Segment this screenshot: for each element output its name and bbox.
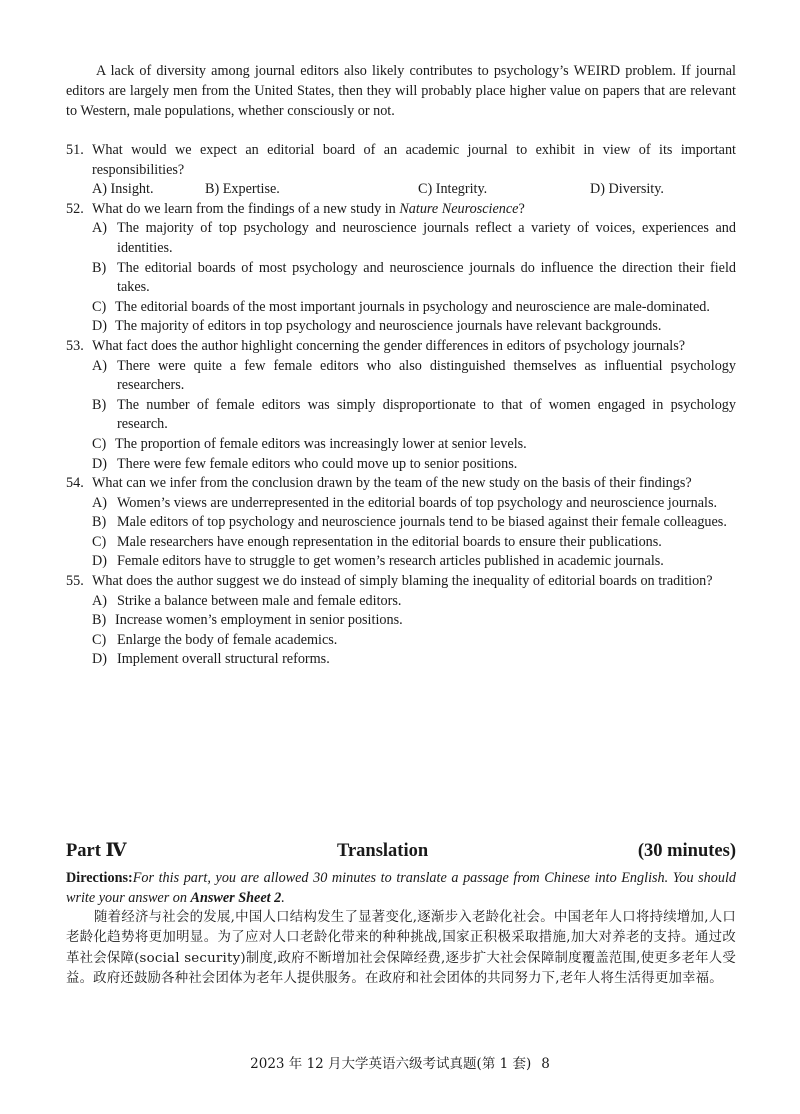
option-text: Implement overall structural reforms. [117, 651, 330, 668]
option-text: The editorial boards of the most important journals in psychology and neuroscience are male-dominated. [115, 298, 710, 315]
option-letter: A) [92, 592, 107, 609]
question-text: What would we expect an editorial board of an academic journal to exhibit in view of its important responsibilities? [92, 142, 736, 178]
option-text: The majority of top psychology and neuroscience journals reflect a variety of voices, experiences and identities. [117, 220, 736, 256]
directions [66, 869, 736, 908]
option-text: Diversity. [608, 181, 664, 198]
option-letter: D) [590, 181, 605, 198]
option-letter: C) [92, 533, 107, 550]
question-stem [66, 141, 736, 180]
reading-passage-excerpt [66, 61, 736, 121]
question-number: 53. [66, 337, 84, 354]
option-letter: C) [92, 298, 107, 315]
question-stem [66, 200, 736, 220]
answer-sheet-ref: Answer Sheet 2 [190, 889, 282, 906]
option-letter: D) [92, 651, 107, 668]
option-text: Enlarge the body of female academics. [117, 631, 338, 648]
option-text: Strike a balance between male and female editors. [117, 592, 402, 609]
option-text: The proportion of female editors was increasingly lower at senior levels. [115, 435, 527, 452]
option-letter: B) [92, 259, 107, 276]
option-c[interactable] [66, 533, 736, 553]
option-a[interactable] [92, 180, 205, 200]
option-b[interactable] [66, 513, 736, 533]
option-letter: D) [92, 553, 107, 570]
question-55 [66, 572, 736, 670]
option-d[interactable] [66, 317, 736, 337]
option-text: The number of female editors was simply disproportionate to that of women engaged in psychology research. [117, 396, 736, 433]
question-number: 55. [66, 573, 84, 590]
option-d[interactable] [590, 180, 664, 200]
option-b[interactable] [66, 259, 736, 298]
option-text: There were quite a few female editors who also distinguished themselves as influential psychology researchers. [117, 357, 736, 394]
passage-paragraph: A lack of diversity among journal editors also likely contributes to psychology’s WEIRD problem. If journal editors are largely men from the United States, then they will probably place higher value on papers that are relevant to Western, male populations, whether consciously or not. [66, 63, 736, 119]
option-a[interactable] [66, 219, 736, 258]
option-text: Increase women’s employment in senior positions. [115, 612, 403, 629]
option-letter: D) [92, 455, 107, 472]
question-number: 54. [66, 475, 84, 492]
option-text: Insight. [110, 181, 154, 198]
question-text-end: ? [518, 200, 525, 217]
question-54 [66, 474, 736, 572]
part-time: (30 minutes) [637, 841, 736, 861]
directions-end: . [281, 889, 285, 906]
option-a[interactable] [66, 592, 736, 612]
option-text: Male editors of top psychology and neuroscience journals tend to be biased against their female colleagues. [117, 514, 727, 531]
page-footer [0, 1052, 800, 1072]
option-letter: C) [418, 181, 433, 198]
option-b[interactable] [66, 396, 736, 435]
page-number: 8 [541, 1056, 550, 1072]
option-letter: B) [205, 181, 220, 198]
part-label: Part Ⅳ [66, 841, 127, 861]
option-text: There were few female editors who could move up to senior positions. [117, 455, 518, 472]
directions-text: For this part, you are allowed 30 minutes to translate a passage from Chinese into English. You should write your answer on [66, 870, 736, 906]
option-c[interactable] [66, 435, 736, 455]
translation-passage [66, 908, 736, 990]
option-text: Integrity. [435, 181, 488, 198]
option-text: Expertise. [222, 181, 280, 198]
option-text: The majority of editors in top psychology and neuroscience journals have relevant backgrounds. [115, 318, 662, 335]
option-c[interactable] [66, 631, 736, 651]
question-number: 51. [66, 142, 84, 158]
option-letter: B) [92, 396, 107, 413]
question-number: 52. [66, 200, 84, 217]
part-title: Translation [337, 841, 429, 861]
option-row [66, 180, 736, 200]
option-a[interactable] [66, 494, 736, 514]
question-list [66, 141, 736, 670]
question-stem [66, 572, 736, 592]
option-letter: C) [92, 435, 107, 452]
journal-title: Nature Neuroscience [399, 200, 519, 217]
part-heading [66, 838, 736, 864]
option-c[interactable] [66, 298, 736, 318]
option-b[interactable] [205, 180, 418, 200]
option-letter: B) [92, 514, 107, 531]
question-text: What does the author suggest we do instead of simply blaming the inequality of editorial boards on tradition? [92, 573, 713, 590]
option-a[interactable] [66, 357, 736, 396]
option-letter: A) [92, 181, 107, 198]
option-text: Women’s views are underrepresented in the editorial boards of top psychology and neuroscience journals. [117, 494, 718, 511]
option-letter: A) [92, 494, 107, 511]
option-d[interactable] [66, 455, 736, 475]
question-51 [66, 141, 736, 200]
option-d[interactable] [66, 552, 736, 572]
question-text: What fact does the author highlight concerning the gender differences in editors of psychology journals? [92, 337, 686, 354]
option-text: Male researchers have enough representation in the editorial boards to ensure their publications. [117, 533, 662, 550]
option-letter: D) [92, 318, 107, 335]
question-text: What do we learn from the findings of a new study in [92, 200, 400, 217]
question-52 [66, 200, 736, 337]
option-letter: C) [92, 631, 107, 648]
question-stem [66, 337, 736, 357]
footer-title: 2023 年 12 月大学英语六级考试真题(第 1 套) [250, 1056, 532, 1072]
option-d[interactable] [66, 650, 736, 670]
option-letter: B) [92, 612, 107, 629]
option-letter: A) [92, 220, 107, 237]
question-stem [66, 474, 736, 494]
question-53 [66, 337, 736, 474]
option-text: The editorial boards of most psychology and neuroscience journals do influence the direction their field takes. [117, 259, 736, 296]
option-text: Female editors have to struggle to get women’s research articles published in academic journals. [117, 553, 664, 570]
chinese-paragraph: 随着经济与社会的发展,中国人口结构发生了显著变化,逐渐步入老龄化社会。中国老年人口将持续增加,人口老龄化趋势将更加明显。为了应对人口老龄化带来的种种挑战,国家正积极采取措施,加大对养老的支持。通过改革社会保障(social security)制度,政府不断增加社会保障经费,逐步扩大社会保障制度覆盖范围,使更多老年人受益。政府还鼓励各种社会团体为老年人提供服务。在政府和社会团体的共同努力下,老年人将生活得更加幸福。 [66, 910, 736, 987]
option-letter: A) [92, 357, 107, 374]
directions-label: Directions: [66, 870, 133, 886]
option-c[interactable] [418, 180, 590, 200]
question-text: What can we infer from the conclusion drawn by the team of the new study on the basis of their findings? [92, 475, 692, 492]
option-b[interactable] [66, 611, 736, 631]
